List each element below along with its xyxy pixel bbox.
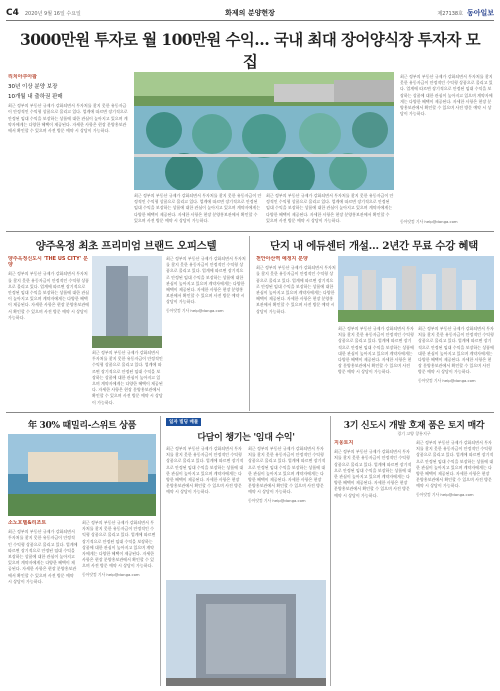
right-article-col-3 <box>418 326 494 406</box>
left-article-col-2 <box>92 350 164 406</box>
bottom-right-col-1-text: 최근 정부의 부동산 규제가 강화되면서 투자처를 찾지 못한 유동자금이 안정적인 수익형 상품으로 몰리고 있다. 업계에 따르면 장기적으로 안정된 임대 수익을 보장하는 상품에 대한 관심이 높아지고 있으며 계약자에게는 다양한 혜택이 제공된다. 자세한 사항은 현장 분양홍보관에서 확인할 수 있으며 사전 방문 예약 시 상담이 가능하다. <box>334 449 412 498</box>
right-article-col-1 <box>256 256 336 406</box>
bottom-mid-badge: 일자 빌딩 매물 <box>166 418 201 426</box>
bottom-mid-headline: 다담이 챙기는 '임대 수익' <box>197 433 295 443</box>
bottom-right-col-2 <box>416 440 494 686</box>
bottom-mid-credit: 동아닷컴 기사 help@donga.com <box>248 497 306 503</box>
bottom-left-credit: 동아닷컴 기사 help@donga.com <box>82 571 140 577</box>
bottom-left-tag: 소노호텔&리조트 <box>8 520 47 526</box>
bottom-left-col-1-text: 최근 정부의 부동산 규제가 강화되면서 투자처를 찾지 못한 유동자금이 안정적인 수익형 상품으로 몰리고 있다. 업계에 따르면 장기적으로 안정된 임대 수익을 보장하는 상품에 대한 관심이 높아지고 있으며 계약자에게는 다양한 혜택이 제공된다. 자세한 사항은 현장 분양홍보관에서 확인할 수 있으며 사전 방문 예약 시 상담이 가능하다. <box>8 529 78 584</box>
bottom-right-tag: 지웅토지 <box>334 440 354 446</box>
right-article-headline: 단지 내 에듀센터 개설… 2년간 무료 수강 혜택 <box>269 240 479 252</box>
left-col-3-text: 최근 정부의 부동산 규제가 강화되면서 투자처를 찾지 못한 유동자금이 안정적인 수익형 상품으로 몰리고 있다. 업계에 따르면 장기적으로 안정된 임대 수익을 보장하는 상품에 대한 관심이 높아지고 있으며 계약자에게는 다양한 혜택이 제공된다. 자세한 사항은 현장 분양홍보관에서 확인할 수 있으며 사전 방문 예약 시 상담이 가능하다. <box>166 256 246 305</box>
bottom-left-col-2-text: 최근 정부의 부동산 규제가 강화되면서 투자처를 찾지 못한 유동자금이 안정적인 수익형 상품으로 몰리고 있다. 업계에 따르면 장기적으로 안정된 임대 수익을 보장하는 상품에 대한 관심이 높아지고 있으며 계약자에게는 다양한 혜택이 제공된다. 자세한 사항은 현장 분양홍보관에서 확인할 수 있으며 사전 방문 예약 시 상담이 가능하다. <box>82 520 156 569</box>
main-side-text: 최근 정부의 부동산 규제가 강화되면서 투자처를 찾지 못한 유동자금이 안정적인 수익형 상품으로 몰리고 있다. 업계에 따르면 장기적으로 안정된 임대 수익을 보장하는 상품에 대한 관심이 높아지고 있으며 계약자에게는 다양한 혜택이 제공된다. 자세한 사항은 현장 분양홍보관에서 확인할 수 있으며 사전 방문 예약 시 상담이 가능하다. <box>400 74 493 117</box>
bottom-mid-col-2-text: 최근 정부의 부동산 규제가 강화되면서 투자처를 찾지 못한 유동자금이 안정적인 수익형 상품으로 몰리고 있다. 업계에 따르면 장기적으로 안정된 임대 수익을 보장하는 상품에 대한 관심이 높아지고 있으며 계약자에게는 다양한 혜택이 제공된다. 자세한 사항은 현장 분양홍보관에서 확인할 수 있으며 사전 방문 예약 시 상담이 가능하다. <box>248 446 326 495</box>
issue-label: 제27138호 <box>437 10 463 17</box>
publish-date: 2020년 9월 16일 수요일 <box>24 10 81 17</box>
column-divider-bottom-2 <box>330 416 331 686</box>
main-credit: 동아닷컴 기사 help@donga.com <box>400 219 458 224</box>
officetel-rendering <box>92 256 162 348</box>
main-body-text: 최근 정부의 부동산 규제가 강화되면서 투자처를 찾지 못한 유동자금이 안정적인 수익형 상품으로 몰리고 있다. 업계에 따르면 장기적으로 안정된 임대 수익을 보장하는 상품에 대한 관심이 높아지고 있으며 계약자에게는 다양한 혜택이 제공된다. 자세한 사항은 현장 분양홍보관에서 확인할 수 있으며 사전 방문 예약 시 상담이 가능하다. <box>8 103 128 134</box>
right-col-2-text: 최근 정부의 부동산 규제가 강화되면서 투자처를 찾지 못한 유동자금이 안정적인 수익형 상품으로 몰리고 있다. 업계에 따르면 장기적으로 안정된 임대 수익을 보장하는 상품에 대한 관심이 높아지고 있으며 계약자에게는 다양한 혜택이 제공된다. 자세한 사항은 현장 분양홍보관에서 확인할 수 있으며 사전 방문 예약 시 상담이 가능하다. <box>338 326 414 375</box>
apartment-complex-rendering <box>338 256 494 322</box>
bottom-mid-col-1 <box>166 446 244 576</box>
bottom-right-credit: 동아닷컴 기사 help@donga.com <box>416 491 474 497</box>
main-col-3-text: 최근 정부의 부동산 규제가 강화되면서 투자처를 찾지 못한 유동자금이 안정적인 수익형 상품으로 몰리고 있다. 업계에 따르면 장기적으로 안정된 임대 수익을 보장하는 상품에 대한 관심이 높아지고 있으며 계약자에게는 다양한 혜택이 제공된다. 자세한 사항은 현장 분양홍보관에서 확인할 수 있으며 사전 방문 예약 시 상담이 가능하다. <box>266 193 394 223</box>
left-article-col-1 <box>8 256 90 406</box>
section-divider-1 <box>6 231 494 232</box>
bottom-right-subhead: 경기 고양 창릉지구 <box>397 431 431 436</box>
bottom-right-col-2-text: 최근 정부의 부동산 규제가 강화되면서 투자처를 찾지 못한 유동자금이 안정적인 수익형 상품으로 몰리고 있다. 업계에 따르면 장기적으로 안정된 임대 수익을 보장하는 상품에 대한 관심이 높아지고 있으며 계약자에게는 다양한 혜택이 제공된다. 자세한 사항은 현장 분양홍보관에서 확인할 수 있으며 사전 방문 예약 시 상담이 가능하다. <box>416 440 494 489</box>
left-article-col-3 <box>166 256 246 406</box>
page-number: C4 <box>6 8 19 18</box>
right-col-3-text: 최근 정부의 부동산 규제가 강화되면서 투자처를 찾지 못한 유동자금이 안정적인 수익형 상품으로 몰리고 있다. 업계에 따르면 장기적으로 안정된 임대 수익을 보장하는 상품에 대한 관심이 높아지고 있으며 계약자에게는 다양한 혜택이 제공된다. 자세한 사항은 현장 분양홍보관에서 확인할 수 있으며 사전 방문 예약 시 상담이 가능하다. <box>418 326 494 375</box>
main-article-col-3 <box>266 193 394 227</box>
bottom-mid-col-1-text: 최근 정부의 부동산 규제가 강화되면서 투자처를 찾지 못한 유동자금이 안정적인 수익형 상품으로 몰리고 있다. 업계에 따르면 장기적으로 안정된 임대 수익을 보장하는 상품에 대한 관심이 높아지고 있으며 계약자에게는 다양한 혜택이 제공된다. 자세한 사항은 현장 분양홍보관에서 확인할 수 있으며 사전 방문 예약 시 상담이 가능하다. <box>166 446 244 495</box>
eel-farm-photo <box>134 72 394 190</box>
right-article-credit: 동아닷컴 기사 help@donga.com <box>418 377 476 383</box>
section-divider-2 <box>6 412 494 413</box>
bottom-left-col-1 <box>8 520 78 686</box>
main-lead-1: 30년 이상 분양 보장 <box>8 84 58 91</box>
bottom-right-col-1 <box>334 440 412 686</box>
left-col-1-text: 최근 정부의 부동산 규제가 강화되면서 투자처를 찾지 못한 유동자금이 안정적인 수익형 상품으로 몰리고 있다. 업계에 따르면 장기적으로 안정된 임대 수익을 보장하는 상품에 대한 관심이 높아지고 있으며 계약자에게는 다양한 혜택이 제공된다. 자세한 사항은 현장 분양홍보관에서 확인할 수 있으며 사전 방문 예약 시 상담이 가능하다. <box>8 271 90 320</box>
main-lead-2: 10개월 내 출하권 판매 <box>8 94 63 101</box>
left-article-headline: 양주옥정 최초 프리미엄 브랜드 오피스텔 <box>35 240 217 252</box>
building-photo <box>166 580 326 686</box>
paper-logo: 동아일보 <box>466 9 494 17</box>
left-article-tag: 양주옥정신도시 'THE US CITY' 분양 <box>8 256 88 269</box>
left-col-2-text: 최근 정부의 부동산 규제가 강화되면서 투자처를 찾지 못한 유동자금이 안정적인 수익형 상품으로 몰리고 있다. 업계에 따르면 장기적으로 안정된 임대 수익을 보장하는 상품에 대한 관심이 높아지고 있으며 계약자에게는 다양한 혜택이 제공된다. 자세한 사항은 현장 분양홍보관에서 확인할 수 있으며 사전 방문 예약 시 상담이 가능하다. <box>92 350 163 405</box>
bottom-right-headline: 3기 신도시 개발 호재 품은 토지 매각 <box>343 421 485 431</box>
column-divider-bottom-1 <box>160 416 161 686</box>
main-article-col-side <box>400 74 494 214</box>
column-divider-mid <box>249 236 250 411</box>
left-article-credit: 동아닷컴 기사 help@donga.com <box>166 307 224 313</box>
bottom-mid-col-2 <box>248 446 326 576</box>
main-col-2-text: 최근 정부의 부동산 규제가 강화되면서 투자처를 찾지 못한 유동자금이 안정적인 수익형 상품으로 몰리고 있다. 업계에 따르면 장기적으로 안정된 임대 수익을 보장하는 상품에 대한 관심이 높아지고 있으며 계약자에게는 다양한 혜택이 제공된다. 자세한 사항은 현장 분양홍보관에서 확인할 수 있으며 사전 방문 예약 시 상담이 가능하다. <box>134 193 262 223</box>
page-header <box>6 6 494 21</box>
right-col-1-text: 최근 정부의 부동산 규제가 강화되면서 투자처를 찾지 못한 유동자금이 안정적인 수익형 상품으로 몰리고 있다. 업계에 따르면 장기적으로 안정된 임대 수익을 보장하는 상품에 대한 관심이 높아지고 있으며 계약자에게는 다양한 혜택이 제공된다. 자세한 사항은 현장 분양홍보관에서 확인할 수 있으며 사전 방문 예약 시 상담이 가능하다. <box>256 265 336 314</box>
main-headline: 3000만원 투자로 월 100만원 수익… 국내 최대 장어양식장 투자자 모집 <box>20 30 480 71</box>
bottom-left-headline: 年 30% 때밀리-스위트 상품 <box>28 421 136 431</box>
section-title: 화제의 분양현장 <box>225 9 275 17</box>
right-article-tag: 천안아산역 예정지 분양 <box>256 256 308 262</box>
resort-photo <box>8 434 156 516</box>
main-article-col-1 <box>8 74 128 214</box>
main-article-tag: 리치아쿠아팜 <box>8 74 37 80</box>
right-article-col-2 <box>338 326 414 406</box>
main-article-col-2 <box>134 193 262 227</box>
bottom-left-col-2 <box>82 520 156 686</box>
